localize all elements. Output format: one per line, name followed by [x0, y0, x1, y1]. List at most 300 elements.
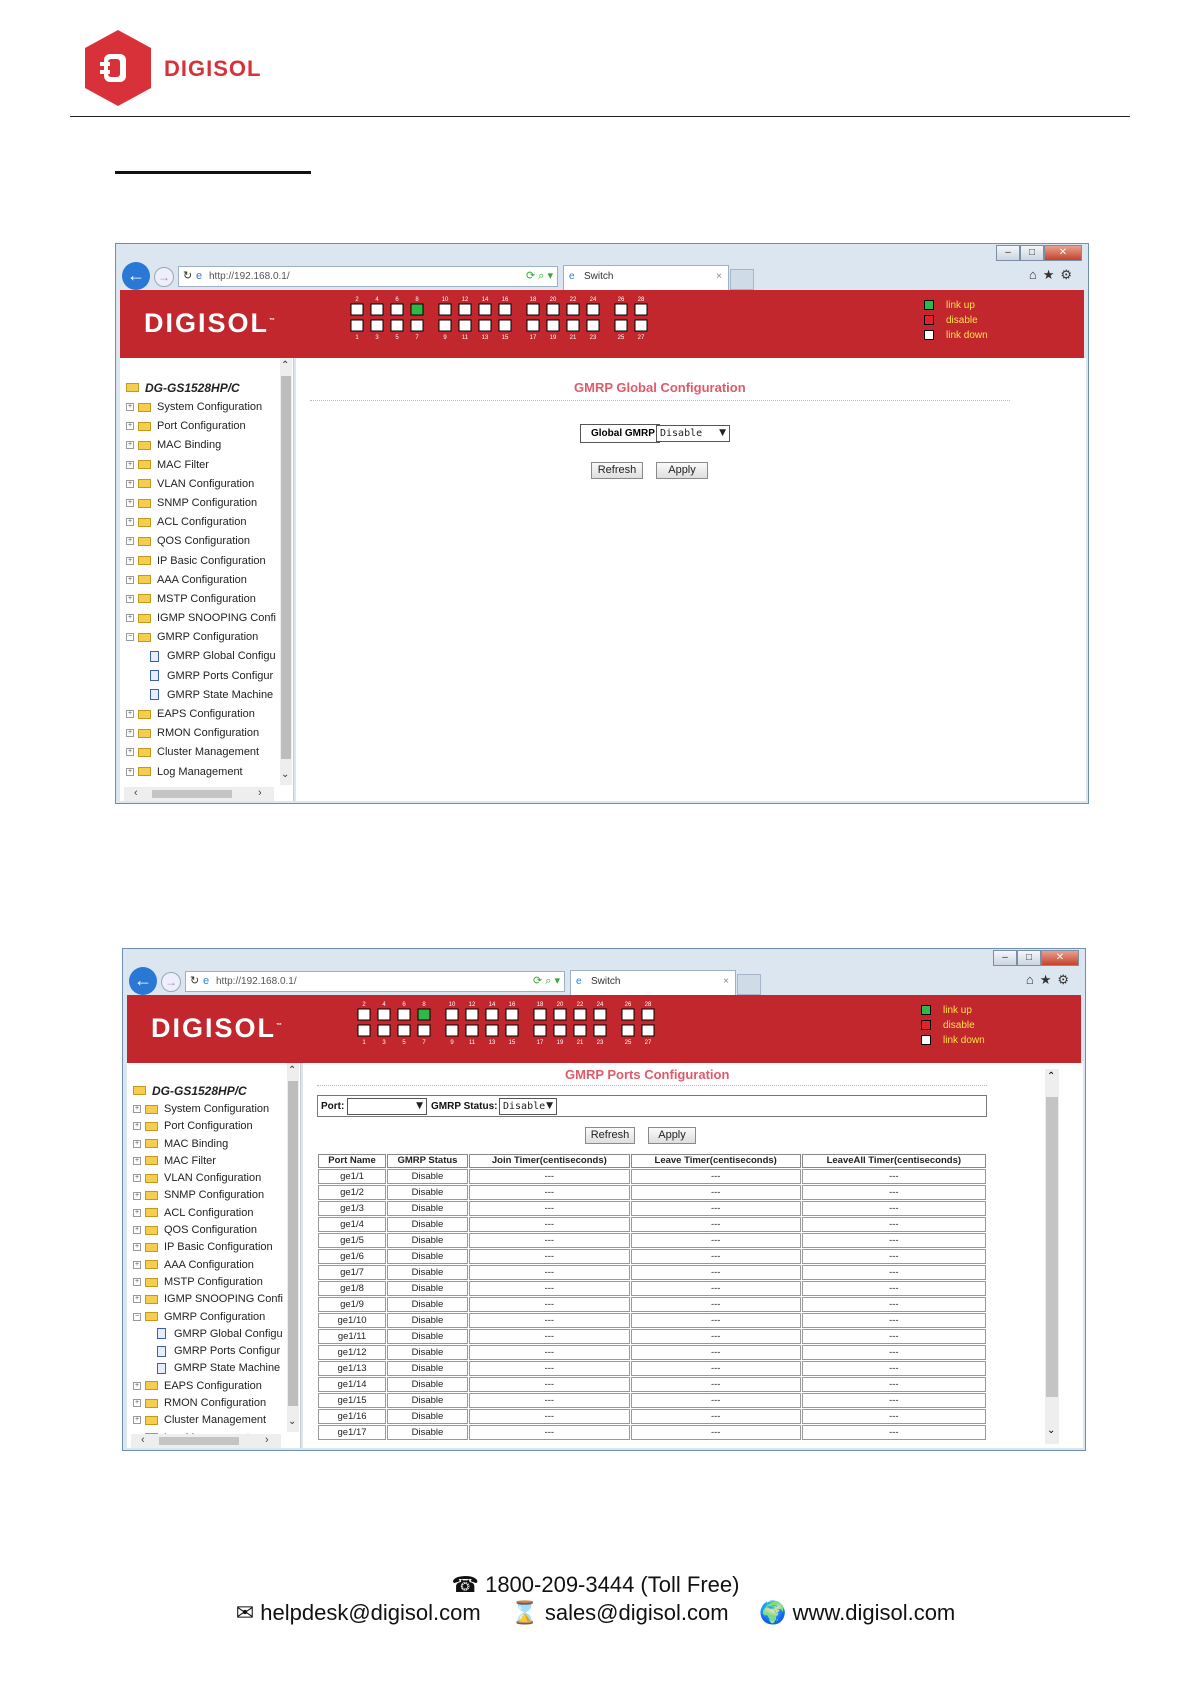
tree-item[interactable] [127, 1239, 300, 1256]
scroll-up-icon[interactable]: ⌃ [281, 360, 290, 371]
scroll-right-icon[interactable]: › [265, 1434, 269, 1446]
folder-open-icon [133, 1086, 146, 1095]
tree-item-label: GMRP Configuration [157, 631, 259, 644]
new-tab-button[interactable] [730, 269, 754, 290]
tree-item[interactable] [120, 456, 293, 475]
forward-arrow-icon[interactable]: → [154, 267, 174, 287]
ethernet-port-icon[interactable] [594, 1025, 606, 1036]
fiber-port-icon[interactable] [615, 304, 627, 315]
tree-item-label: IGMP SNOOPING Confi [157, 612, 276, 625]
port-bottom-label: 11 [461, 335, 469, 341]
tree-item[interactable] [127, 1222, 300, 1239]
expand-icon[interactable]: + [127, 729, 133, 737]
legend-label: disable [946, 315, 978, 326]
tree-subitem-label: GMRP Global Configu [174, 1327, 283, 1340]
back-arrow-icon[interactable]: ← [122, 262, 150, 290]
expand-icon[interactable]: + [134, 1243, 140, 1251]
ethernet-port-icon[interactable] [527, 320, 539, 331]
tree-root[interactable] [120, 378, 293, 398]
tree-item-label: System Configuration [157, 401, 263, 413]
tree-item[interactable] [127, 1274, 300, 1291]
table-cell: --- [802, 1361, 986, 1376]
table-row[interactable] [318, 1233, 986, 1248]
tree-item-label: SNMP Configuration [157, 496, 258, 509]
chevron-down-icon: ▼ [719, 428, 726, 438]
banner-logo-text: DIGISOL [151, 1013, 277, 1043]
port-top-label: 12 [468, 1002, 476, 1008]
tree-subitem[interactable] [120, 647, 293, 666]
expand-icon[interactable]: + [127, 594, 133, 602]
tree-item[interactable] [120, 532, 293, 551]
table-row[interactable] [318, 1169, 986, 1184]
ethernet-port-icon[interactable] [439, 320, 451, 331]
folder-icon [145, 1278, 158, 1287]
port-bottom-label: 23 [596, 1040, 604, 1046]
expand-icon[interactable]: + [134, 1416, 140, 1424]
column-header: Leave Timer(centiseconds) [631, 1154, 801, 1168]
port-top-label: 26 [624, 1002, 632, 1008]
address-bar[interactable] [178, 266, 558, 287]
ethernet-port-icon[interactable] [351, 320, 363, 331]
folder-icon [138, 633, 151, 642]
ethernet-port-icon[interactable] [351, 304, 363, 315]
port-select[interactable] [347, 1098, 427, 1115]
scroll-down-icon[interactable]: ⌄ [281, 769, 290, 780]
tree-subitem-label: GMRP Global Configu [167, 650, 276, 663]
table-row[interactable] [318, 1265, 986, 1280]
port-bottom-label: 17 [536, 1040, 544, 1046]
port-top-label: 2 [362, 1002, 366, 1008]
expand-icon[interactable]: + [134, 1156, 140, 1164]
legend-label: link down [946, 330, 988, 341]
table-cell: Disable [387, 1297, 468, 1312]
port-top-label: 14 [488, 1002, 496, 1008]
tree-item[interactable] [120, 609, 293, 628]
expand-icon[interactable]: + [134, 1122, 140, 1130]
folder-icon [145, 1416, 158, 1425]
close-button[interactable]: ✕ [1044, 245, 1082, 261]
column-header: Port Name [318, 1154, 386, 1168]
scroll-left-icon[interactable]: ‹ [134, 787, 138, 799]
table-row[interactable] [318, 1281, 986, 1296]
refresh-icon[interactable]: ↻ [190, 975, 200, 987]
table-row[interactable] [318, 1185, 986, 1200]
table-cell: ge1/17 [318, 1425, 386, 1440]
tree-subitem[interactable] [127, 1343, 300, 1360]
tree-item[interactable] [127, 1153, 300, 1170]
ethernet-port-icon[interactable] [554, 1025, 566, 1036]
tab-title: Switch [584, 271, 614, 282]
ethernet-port-icon[interactable] [574, 1009, 586, 1020]
expand-icon[interactable]: + [127, 748, 133, 756]
ethernet-port-icon[interactable] [459, 304, 471, 315]
maximize-button[interactable]: □ [1017, 950, 1041, 966]
tree-item[interactable] [120, 417, 293, 436]
minimize-button[interactable]: – [993, 950, 1017, 966]
ethernet-port-icon[interactable] [479, 320, 491, 331]
table-row[interactable] [318, 1425, 986, 1440]
folder-icon [145, 1295, 158, 1304]
table-row[interactable] [318, 1329, 986, 1344]
tree-item-label: Log Management [157, 765, 243, 778]
tree-item[interactable] [120, 705, 293, 724]
ethernet-port-icon[interactable] [499, 320, 511, 331]
tree-item[interactable] [120, 494, 293, 513]
ethernet-port-icon[interactable] [574, 1025, 586, 1036]
apply-button[interactable]: Apply [656, 462, 708, 479]
tree-scroll-thumb[interactable] [288, 1081, 298, 1406]
scroll-up-icon[interactable]: ⌃ [1047, 1071, 1056, 1082]
table-cell: --- [631, 1361, 801, 1376]
expand-icon[interactable]: + [134, 1139, 140, 1147]
ethernet-port-icon[interactable] [371, 320, 383, 331]
nav-tree [127, 1063, 301, 1448]
ethernet-port-icon[interactable] [358, 1025, 370, 1036]
document-icon [150, 670, 159, 681]
mail-icon: ✉ [235, 1600, 255, 1625]
tree-subitem[interactable] [120, 667, 293, 686]
ethernet-port-icon[interactable] [547, 304, 559, 315]
table-row[interactable] [318, 1377, 986, 1392]
banner-logo [151, 1013, 284, 1044]
tree-item[interactable] [120, 724, 293, 743]
ethernet-port-icon[interactable] [391, 304, 403, 315]
table-row[interactable] [318, 1409, 986, 1424]
column-header: LeaveAll Timer(centiseconds) [802, 1154, 986, 1168]
fiber-port-icon[interactable] [622, 1025, 634, 1036]
table-cell: ge1/12 [318, 1345, 386, 1360]
ethernet-port-icon[interactable] [479, 304, 491, 315]
port-panel [350, 294, 662, 342]
gear-icon[interactable]: ⚙ [1057, 972, 1075, 987]
port-top-label: 4 [375, 297, 379, 303]
table-row[interactable] [318, 1249, 986, 1264]
scroll-down-icon[interactable]: ⌄ [1047, 1425, 1056, 1436]
expand-icon[interactable]: + [127, 575, 133, 583]
footer-phone-line [0, 1572, 1191, 1598]
folder-icon [138, 594, 151, 603]
port-status-icon [921, 1005, 931, 1015]
table-cell: Disable [387, 1281, 468, 1296]
minimize-button[interactable]: – [996, 245, 1020, 261]
expand-icon[interactable]: + [127, 422, 133, 430]
ethernet-port-icon[interactable] [534, 1009, 546, 1020]
scroll-left-icon[interactable]: ‹ [141, 1434, 145, 1446]
ethernet-port-icon[interactable] [547, 320, 559, 331]
close-button[interactable]: ✕ [1041, 950, 1079, 966]
table-cell: ge1/13 [318, 1361, 386, 1376]
fiber-port-icon[interactable] [622, 1009, 634, 1020]
ethernet-port-icon[interactable] [466, 1025, 478, 1036]
table-cell: --- [802, 1313, 986, 1328]
tree-scroll-thumb[interactable] [281, 376, 291, 759]
ethernet-port-icon[interactable] [391, 320, 403, 331]
tree-item-label: RMON Configuration [157, 727, 260, 740]
ethernet-port-icon[interactable] [527, 304, 539, 315]
footer-web[interactable]: www.digisol.com [792, 1600, 956, 1625]
gmrp-status-select[interactable] [499, 1098, 557, 1115]
tree-item-label: MAC Filter [157, 458, 209, 471]
tree-item-label: EAPS Configuration [157, 708, 255, 720]
gmrp-status-label: GMRP Status: [431, 1101, 498, 1112]
port-top-label: 6 [395, 297, 399, 303]
expand-icon[interactable]: + [134, 1381, 140, 1389]
port-bottom-label: 15 [501, 335, 509, 341]
fiber-port-icon[interactable] [642, 1025, 654, 1036]
expand-icon[interactable]: + [127, 518, 133, 526]
refresh-button[interactable]: Refresh [591, 462, 643, 479]
expand-icon[interactable]: + [127, 403, 133, 411]
folder-icon [138, 403, 151, 412]
table-cell: ge1/14 [318, 1377, 386, 1392]
browser-tab[interactable] [570, 970, 736, 995]
table-row[interactable] [318, 1361, 986, 1376]
table-cell: --- [631, 1201, 801, 1216]
expand-icon[interactable]: + [127, 556, 133, 564]
ethernet-port-icon[interactable] [378, 1025, 390, 1036]
table-row[interactable] [318, 1345, 986, 1360]
tree-item[interactable] [127, 1136, 300, 1153]
expand-icon[interactable]: + [127, 537, 133, 545]
ethernet-port-icon[interactable] [439, 304, 451, 315]
fiber-port-icon[interactable] [642, 1009, 654, 1020]
tab-close-icon[interactable]: × [716, 271, 722, 282]
ethernet-port-icon[interactable] [466, 1009, 478, 1020]
ethernet-port-icon[interactable] [486, 1009, 498, 1020]
tree-root[interactable] [127, 1081, 300, 1101]
expand-icon[interactable]: + [127, 710, 133, 718]
search-icon[interactable]: ⟳ ⌕ ▾ [532, 975, 560, 987]
ethernet-port-icon[interactable] [459, 320, 471, 331]
fiber-port-icon[interactable] [635, 320, 647, 331]
search-icon[interactable]: ⟳ ⌕ ▾ [525, 270, 553, 282]
ethernet-port-icon[interactable] [398, 1009, 410, 1020]
footer-sales[interactable]: sales@digisol.com [544, 1600, 729, 1625]
ethernet-port-icon[interactable] [411, 304, 423, 315]
table-cell: ge1/10 [318, 1313, 386, 1328]
folder-icon [138, 479, 151, 488]
tree-item[interactable] [127, 1187, 300, 1204]
tree-item[interactable] [120, 628, 293, 647]
table-cell: Disable [387, 1409, 468, 1424]
browser-navbar [116, 262, 1088, 290]
tree-item[interactable] [127, 1101, 300, 1118]
tree-subitem[interactable] [120, 686, 293, 705]
port-top-label: 26 [617, 297, 625, 303]
tree-item[interactable] [120, 513, 293, 532]
expand-icon[interactable]: + [127, 767, 133, 775]
scroll-right-icon[interactable]: › [258, 787, 262, 799]
home-icon[interactable]: ⌂ [1028, 267, 1043, 282]
legend-item [921, 1018, 985, 1033]
fiber-port-icon[interactable] [615, 320, 627, 331]
tree-hscroll-thumb[interactable] [159, 1437, 239, 1445]
expand-icon[interactable]: + [127, 614, 133, 622]
tree-item[interactable] [120, 743, 293, 762]
folder-icon [145, 1226, 158, 1235]
tree-item[interactable] [120, 590, 293, 609]
ethernet-port-icon[interactable] [371, 304, 383, 315]
tree-item[interactable] [127, 1309, 300, 1326]
ethernet-port-icon[interactable] [554, 1009, 566, 1020]
tree-hscroll-thumb[interactable] [152, 790, 232, 798]
port-top-label: 28 [637, 297, 645, 303]
ethernet-port-icon[interactable] [418, 1025, 430, 1036]
tree-horizontal-scrollbar[interactable] [124, 787, 274, 801]
back-arrow-icon[interactable]: ← [129, 967, 157, 995]
global-gmrp-value: Disable [660, 428, 703, 439]
table-cell: ge1/9 [318, 1297, 386, 1312]
tree-subitem-label: GMRP Ports Configur [167, 669, 274, 682]
tree-item[interactable] [120, 571, 293, 590]
scroll-up-icon[interactable]: ⌃ [288, 1065, 297, 1076]
ethernet-port-icon[interactable] [506, 1025, 518, 1036]
forward-arrow-icon[interactable]: → [161, 972, 181, 992]
expand-icon[interactable]: + [134, 1295, 140, 1303]
ethernet-port-icon[interactable] [594, 1009, 606, 1020]
toolbar-icons [1026, 972, 1075, 988]
port-top-label: 18 [529, 297, 537, 303]
ie-icon: e [196, 270, 203, 282]
expand-icon[interactable]: + [127, 460, 133, 468]
port-top-label: 24 [596, 1002, 604, 1008]
legend-item [924, 328, 988, 343]
port-bottom-label: 3 [375, 335, 379, 341]
tree-horizontal-scrollbar[interactable] [131, 1434, 281, 1448]
tree-subitem[interactable] [127, 1326, 300, 1343]
ethernet-port-icon[interactable] [358, 1009, 370, 1020]
tree-item[interactable] [120, 552, 293, 571]
apply-button[interactable]: Apply [648, 1127, 696, 1144]
gear-icon[interactable]: ⚙ [1060, 267, 1078, 282]
tab-title: Switch [591, 976, 621, 987]
table-cell: ge1/1 [318, 1169, 386, 1184]
tree-item[interactable] [127, 1395, 300, 1412]
table-cell: Disable [387, 1217, 468, 1232]
folder-icon [138, 422, 151, 431]
trademark: ™ [276, 1023, 285, 1029]
folder-icon [145, 1399, 158, 1408]
port-bottom-label: 7 [422, 1040, 426, 1046]
expand-icon[interactable]: + [134, 1191, 140, 1199]
folder-icon [145, 1243, 158, 1252]
collapse-icon[interactable]: − [127, 633, 133, 641]
expand-icon[interactable]: + [127, 499, 133, 507]
refresh-button[interactable]: Refresh [585, 1127, 635, 1144]
star-icon[interactable]: ★ [1039, 972, 1058, 987]
footer-helpdesk[interactable]: helpdesk@digisol.com [260, 1600, 481, 1625]
port-top-label: 8 [415, 297, 419, 303]
tree-item[interactable] [120, 475, 293, 494]
expand-icon[interactable]: + [127, 441, 133, 449]
tree-item-label: EAPS Configuration [164, 1379, 262, 1392]
ethernet-port-icon[interactable] [446, 1025, 458, 1036]
ethernet-port-icon[interactable] [567, 304, 579, 315]
collapse-icon[interactable]: − [134, 1312, 140, 1320]
star-icon[interactable]: ★ [1042, 267, 1061, 282]
page-title: GMRP Ports Configuration [565, 1067, 730, 1082]
table-row[interactable] [318, 1201, 986, 1216]
section-underline [115, 171, 311, 174]
ethernet-port-icon[interactable] [587, 320, 599, 331]
browser-tab[interactable] [563, 265, 729, 290]
address-bar[interactable] [185, 971, 565, 992]
port-bottom-label: 7 [415, 335, 419, 341]
content-scroll-thumb[interactable] [1046, 1097, 1058, 1397]
table-row[interactable] [318, 1217, 986, 1232]
document-icon [157, 1363, 166, 1374]
port-bottom-label: 19 [556, 1040, 564, 1046]
ethernet-port-icon[interactable] [418, 1009, 430, 1020]
expand-icon[interactable]: + [134, 1226, 140, 1234]
expand-icon[interactable]: + [134, 1174, 140, 1182]
expand-icon[interactable]: + [134, 1260, 140, 1268]
tree-item[interactable] [127, 1412, 300, 1429]
expand-icon[interactable]: + [134, 1278, 140, 1286]
table-row[interactable] [318, 1393, 986, 1408]
table-cell: --- [631, 1265, 801, 1280]
tree-item[interactable] [120, 398, 293, 417]
ethernet-port-icon[interactable] [534, 1025, 546, 1036]
new-tab-button[interactable] [737, 974, 761, 995]
home-icon[interactable]: ⌂ [1025, 972, 1040, 987]
tree-item-label: AAA Configuration [157, 573, 247, 586]
port-status-icon [924, 300, 934, 310]
tree-item[interactable] [127, 1118, 300, 1135]
table-cell: ge1/11 [318, 1329, 386, 1344]
table-cell: --- [469, 1361, 630, 1376]
table-row[interactable] [318, 1313, 986, 1328]
ethernet-port-icon[interactable] [567, 320, 579, 331]
ie-icon: e [203, 975, 210, 987]
tree-subitem[interactable] [127, 1360, 300, 1377]
expand-icon[interactable]: + [134, 1399, 140, 1407]
ethernet-port-icon[interactable] [446, 1009, 458, 1020]
expand-icon[interactable]: + [127, 479, 133, 487]
table-row[interactable] [318, 1297, 986, 1312]
tree-item[interactable] [120, 763, 293, 782]
maximize-button[interactable]: □ [1020, 245, 1044, 261]
ethernet-port-icon[interactable] [411, 320, 423, 331]
scroll-down-icon[interactable]: ⌄ [288, 1416, 297, 1427]
footer-phone: 1800-209-3444 (Toll Free) [485, 1572, 740, 1597]
port-top-label: 16 [501, 297, 509, 303]
document-icon [157, 1328, 166, 1339]
global-gmrp-select[interactable] [656, 425, 730, 442]
ethernet-port-icon[interactable] [506, 1009, 518, 1020]
tree-item[interactable] [127, 1205, 300, 1222]
ethernet-port-icon[interactable] [499, 304, 511, 315]
banner-logo-text: DIGISOL [144, 308, 270, 338]
tree-item[interactable] [120, 436, 293, 455]
port-bottom-label: 19 [549, 335, 557, 341]
tab-close-icon[interactable]: × [723, 976, 729, 987]
tree-item[interactable] [127, 1257, 300, 1274]
tree-item[interactable] [127, 1170, 300, 1187]
port-bottom-label: 17 [529, 335, 537, 341]
ethernet-port-icon[interactable] [486, 1025, 498, 1036]
expand-icon[interactable]: + [134, 1105, 140, 1113]
refresh-icon[interactable]: ↻ [183, 270, 193, 282]
ethernet-port-icon[interactable] [587, 304, 599, 315]
ethernet-port-icon[interactable] [398, 1025, 410, 1036]
fiber-port-icon[interactable] [635, 304, 647, 315]
folder-icon [145, 1381, 158, 1390]
expand-icon[interactable]: + [134, 1208, 140, 1216]
tree-item[interactable] [127, 1291, 300, 1308]
ethernet-port-icon[interactable] [378, 1009, 390, 1020]
tree-item[interactable] [127, 1378, 300, 1395]
